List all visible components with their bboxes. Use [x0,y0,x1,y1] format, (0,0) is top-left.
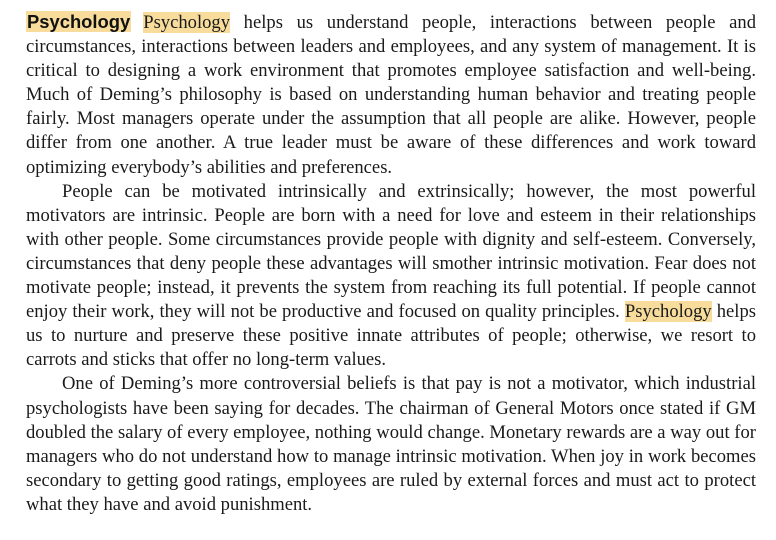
paragraph-3-text: One of Deming’s more controversial beliefs is that pay is not a motivator, which industrial psychologists have been saying for decades. The chairman of General Motors once stated if GM doubled the salary of every employee, nothing would change. Monetary rewards are a way out for managers who do not understand how to manage intrinsic motivation. When joy in work becomes secondary to getting good ratings, employees are ruled by external forces and must act to protect what they have and avoid punishment. [26,373,756,515]
paragraph-2 [26,180,756,373]
paragraph-2-text-before: People can be motivated intrinsically and extrinsically; however, the most powerful motivators are intrinsic. People are born with a need for love and esteem in their relationships with other people. Some circumstances provide people with dignity and self-esteem. Conversely, circumstances that deny people these advantages will smother intrinsic motivation. Fear does not motivate people; instead, it prevents the system from reaching its full potential. If people cannot enjoy their work, they will not be productive and focused on quality principles. [26,180,756,323]
paragraph-1-text: helps us understand people, interactions between people and circumstances, interactions between leaders and employees, and any system of management. It is critical to designing a work environment that promotes employee satisfaction and well-being. Much of Deming’s philosophy is based on understanding human behavior and treating people fairly. Most managers operate under the assumption that all people are alike. However, people differ from one another. A true leader must be aware of these differences and work toward optimizing everybody’s abilities and preferences. [26,12,756,178]
paragraph-1 [26,10,756,180]
document-page [26,10,756,517]
section-heading: Psychology [27,11,131,32]
highlighted-term: Psychology [624,301,712,323]
highlighted-term: Psychology [143,12,231,33]
paragraph-3 [26,372,756,517]
paragraph-2-text-after: helps us to nurture and preserve these positive innate attributes of people; otherwise, we resort to carrots and sticks that offer no long-term values. [26,301,756,371]
